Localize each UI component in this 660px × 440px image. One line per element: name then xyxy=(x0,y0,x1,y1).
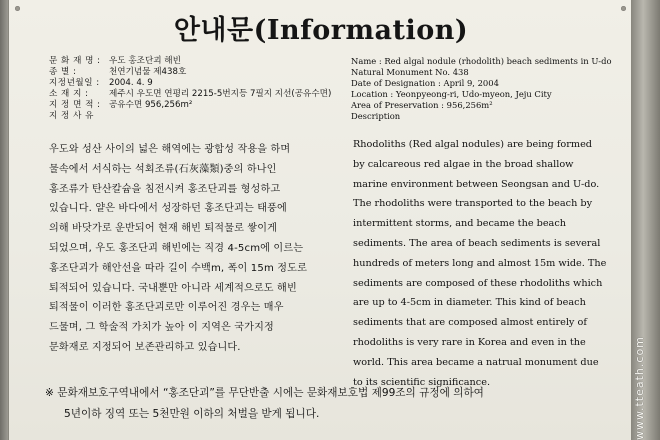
english-line: to its scientific significance. xyxy=(353,376,491,388)
info-line: Area of Preservation : 956,256m² xyxy=(351,100,493,110)
korean-line: 문화재로 지정되어 보존관리하고 있습니다. xyxy=(49,341,241,353)
korean-line: 있습니다. 얕은 바다에서 성장하던 홍조단괴는 태풍에 xyxy=(49,203,287,215)
information-sign-board xyxy=(8,0,646,440)
english-line: rhodoliths is very rare in Korea and even in the xyxy=(353,336,586,348)
english-line: world. This area became a natrual monument due xyxy=(353,356,599,368)
info-line: Date of Designation : April 9, 2004 xyxy=(351,78,499,88)
korean-line: 드물며, 그 학술적 가치가 높아 이 지역은 국가지정 xyxy=(49,322,274,334)
english-line: Rhodoliths (Red algal nodules) are being formed xyxy=(353,139,593,150)
info-table-korean xyxy=(49,56,332,122)
english-line: sediments. The area of beach sediments is several xyxy=(353,237,601,249)
info-table-english xyxy=(351,56,631,122)
legal-warning-note xyxy=(45,383,635,425)
korean-line: 홍조류가 탄산칼슘을 침전시켜 홍조단괴를 형성하고 xyxy=(49,183,281,195)
korean-description xyxy=(49,140,341,358)
warning-line: ※ 문화재보호구역내에서 “홍조단괴”를 무단반출 시에는 문화재보호법 제99조의 규정에 의하여 xyxy=(45,387,484,399)
info-row xyxy=(49,78,319,89)
info-row xyxy=(49,89,332,100)
info-value: 천연기념물 제438호 xyxy=(109,67,187,77)
english-line: hundreds of meters long and almost 15m wide. The xyxy=(353,257,607,269)
english-line: are up to 4-5cm in diameter. This kind of beach xyxy=(353,297,586,309)
info-line: Name : Red algal nodule (rhodolith) beach sediments in U-do xyxy=(351,56,612,66)
info-label: 지 정 면 적 : xyxy=(49,100,101,110)
info-label: 지 정 사 유 xyxy=(49,111,94,121)
korean-line: 의해 바닷가로 운반되어 현재 해빈 퇴적물로 쌓이게 xyxy=(49,223,278,235)
info-value: 2004. 4. 9 xyxy=(109,78,153,88)
info-row xyxy=(49,56,319,67)
info-row xyxy=(49,67,319,78)
korean-line: 퇴적되어 있습니다. 국내뿐만 아니라 세계적으로도 해빈 xyxy=(49,282,297,294)
korean-line: 퇴적물이 이러한 홍조단괴로만 이루어진 경우는 매우 xyxy=(49,302,284,314)
info-value: 공유수면 956,256m² xyxy=(109,100,193,110)
info-value: 제주시 우도면 연평리 2215-5번지등 7필지 지선(공유수면) xyxy=(109,89,332,99)
korean-line: 되었으며, 우도 홍조단괴 해빈에는 직경 4-5cm에 이르는 xyxy=(49,242,304,254)
info-label: 종 별 : xyxy=(49,67,77,77)
english-line: sediments that are composed almost entirely of xyxy=(353,317,587,329)
korean-line: 우도와 성산 사이의 넓은 해역에는 광합성 작용을 하며 xyxy=(49,144,291,155)
english-line: marine environment between Seongsan and U-do. xyxy=(353,178,600,190)
info-label: 소 재 지 : xyxy=(49,89,89,99)
korean-line: 홍조단괴가 해안선을 따라 길이 수백m, 폭이 15m 정도로 xyxy=(49,262,307,274)
korean-line: 물속에서 서식하는 석회조류(石灰藻類)중의 하나인 xyxy=(49,163,277,175)
info-label: 지정년월일 : xyxy=(49,78,100,88)
info-label: 문 화 재 명 : xyxy=(49,56,101,66)
warning-line: 5년이하 징역 또는 5천만원 이하의 처벌을 받게 됩니다. xyxy=(64,408,320,420)
english-line: The rhodoliths were transported to the beach by xyxy=(353,198,593,210)
info-row xyxy=(49,100,319,111)
info-value: 우도 홍조단괴 해빈 xyxy=(109,56,181,66)
sign-post-left xyxy=(0,0,8,440)
english-line: sediments are composed of these rhodoliths which xyxy=(353,277,603,289)
english-description xyxy=(353,135,633,392)
info-row xyxy=(49,111,319,122)
info-value xyxy=(109,111,319,122)
info-line: Location : Yeonpyeong-ri, Udo-myeon, Jeju City xyxy=(351,89,552,99)
info-line: Natural Monument No. 438 xyxy=(351,67,469,77)
english-line: intermittent storms, and became the beach xyxy=(353,218,567,230)
info-line: Description xyxy=(351,111,401,121)
watermark-text: www.tteath.com xyxy=(633,336,646,440)
english-line: by calcareous red algae in the broad shallow xyxy=(353,158,574,170)
sign-title: 안내문(Information) xyxy=(173,15,469,46)
